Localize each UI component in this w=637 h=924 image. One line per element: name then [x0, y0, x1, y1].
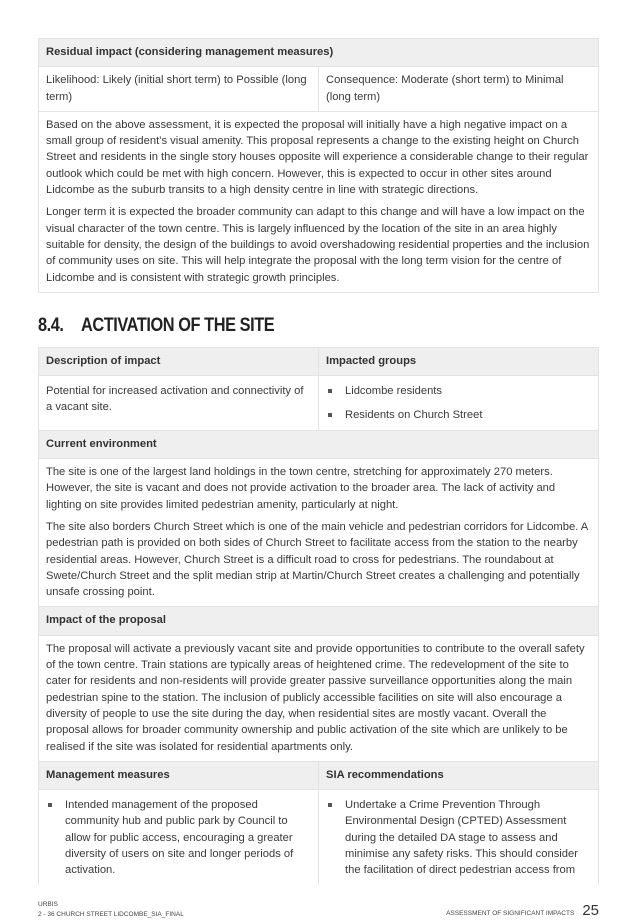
- footer-org: URBIS: [38, 901, 58, 908]
- residual-impact-header: Residual impact (considering management measures): [39, 39, 599, 67]
- description-of-impact-header: Description of impact: [39, 347, 319, 375]
- bullet-icon: [48, 803, 52, 807]
- bullet-icon: [328, 413, 332, 417]
- sia-recommendations-header: SIA recommendations: [319, 761, 599, 789]
- impacted-groups-list: [326, 383, 591, 424]
- footer-document-name: 2 - 36 CHURCH STREET LIDCOMBE_SIA_FINAL: [38, 911, 184, 918]
- management-measures-list: [46, 797, 311, 878]
- list-item: Intended management of the proposed community hub and public park by Council to allow for public access, encouraging a greater diversity of users on site and longer periods of activation.: [46, 797, 311, 878]
- current-environment-cell: [39, 459, 599, 607]
- impacted-groups-header: Impacted groups: [319, 347, 599, 375]
- section-title: ACTIVATION OF THE SITE: [81, 314, 275, 336]
- impact-of-proposal-paragraph: The proposal will activate a previously vacant site and provide opportunities to contribute to the overall safety of the town centre. Train stations are typically areas of heightened crime. The redevelopment of the site to cater for residents and non-residents will provide greater passive surveillance opportunities along the main pedestrian spine to the station. The inclusion of publicly accessible facilities on site will also encourage a diversity of people to use the site during the day, when residential sites are mostly vacant. Overall the proposal allows for broader community ownership and public activation of the site which are unlikely to be realised if the site was isolated for residential apartments only.: [46, 642, 585, 753]
- list-item: Undertake a Crime Prevention Through Environmental Design (CPTED) Assessment during the detailed DA stage to assess and minimise any safety risks. This should consider the facilitation of direct pedestrian access from: [326, 797, 591, 878]
- current-environment-paragraph-2: The site also borders Church Street which is one of the main vehicle and pedestrian corridors for Lidcombe. A pedestrian path is provided on both sides of Church Street to facilitate access from the station to the nearby residential areas. However, Church Street is a difficult road to cross for pedestrians. The roundabout at Swete/Church Street and the split median strip at Martin/Church Street creates a challenging and potentially unsafe crossing point.: [46, 520, 588, 599]
- sia-recommendations-list: [326, 797, 591, 878]
- description-of-impact-cell: Potential for increased activation and connectivity of a vacant site.: [39, 376, 319, 431]
- list-item: Lidcombe residents: [326, 383, 591, 399]
- bullet-icon: [328, 389, 332, 393]
- page-number: 25: [582, 902, 599, 919]
- likelihood-cell: Likelihood: Likely (initial short term) to Possible (long term): [39, 67, 319, 112]
- impact-of-proposal-header: Impact of the proposal: [39, 607, 599, 635]
- residual-impact-table: [38, 38, 599, 293]
- residual-assessment-cell: [39, 111, 599, 292]
- bullet-icon: [328, 803, 332, 807]
- sia-recommendations-cell: [319, 790, 599, 885]
- section-number: 8.4.: [38, 314, 64, 336]
- activation-table: [38, 347, 599, 885]
- current-environment-paragraph-1: The site is one of the largest land holdings in the town centre, stretching for approximately 270 meters. However, the site is vacant and does not provide activation to the broader area. The lack of activity and lighting on site provides limited pedestrian amenity, particularly at night.: [46, 466, 556, 511]
- management-measures-cell: [39, 790, 319, 885]
- current-environment-header: Current environment: [39, 430, 599, 458]
- impact-of-proposal-cell: [39, 635, 599, 761]
- footer-right: [446, 903, 599, 918]
- residual-paragraph-2: Longer term it is expected the broader community can adapt to this change and will have a low impact on the visual character of the town centre. This is largely influenced by the location of the site in an area highly suitable for density, the design of the buildings to avoid overshadowing residential properties and the inclusion of community uses on site. This will help integrate the proposal with the long term vision for the centre of Lidcombe and is consistent with strategic growth principles.: [46, 206, 590, 284]
- page-content: [38, 38, 599, 885]
- consequence-cell: Consequence: Moderate (short term) to Minimal (long term): [319, 67, 599, 112]
- impacted-groups-cell: [319, 376, 599, 431]
- residual-paragraph-1: Based on the above assessment, it is expected the proposal will initially have a high negative impact on a small group of resident’s visual amenity. This proposal represents a change to the existing height on Church Street and residents in the single story houses opposite will experience a considerable change to their regular outlook which could be met with high concern. However, this is expected to occur in other sites around Lidcombe as the suburb transits to a high density centre in line with strategic directions.: [46, 118, 589, 197]
- list-item: Residents on Church Street: [326, 407, 591, 423]
- footer-section-name: ASSESSMENT OF SIGNIFICANT IMPACTS: [446, 910, 575, 917]
- management-measures-header: Management measures: [39, 761, 319, 789]
- section-heading: [38, 315, 520, 337]
